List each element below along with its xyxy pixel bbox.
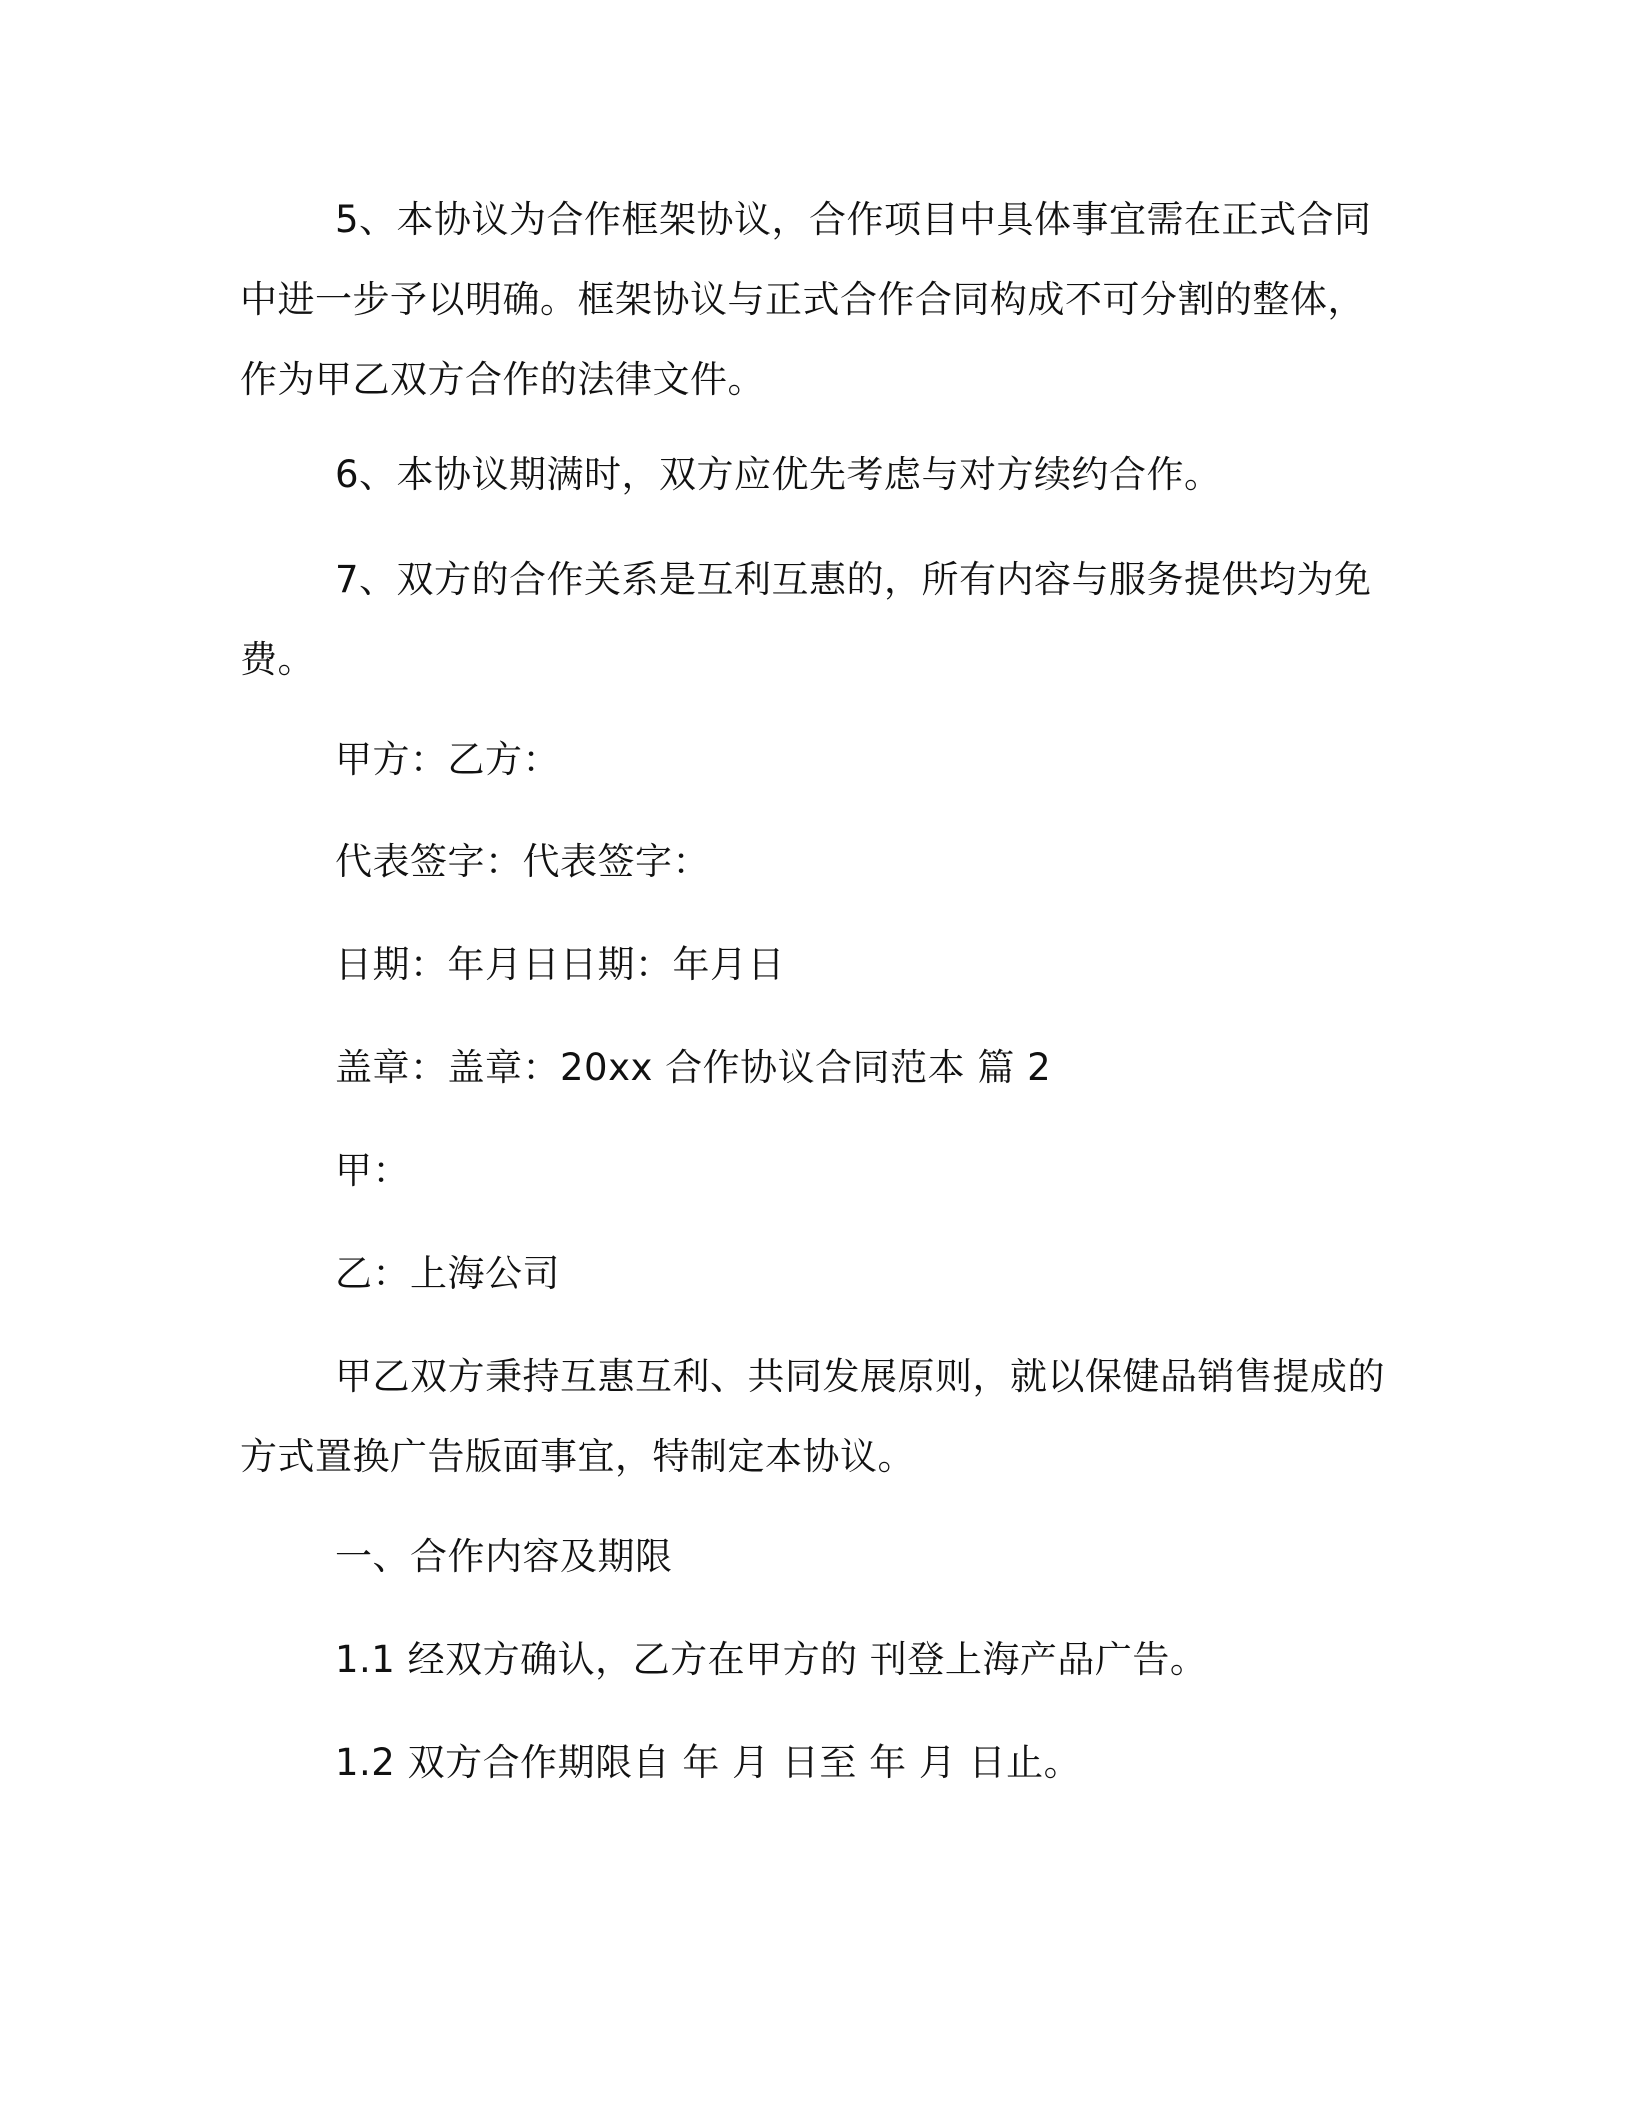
paragraph-line: 方式置换广告版面事宜，特制定本协议。	[240, 1435, 915, 1478]
paragraph-line: 中进一步予以明确。框架协议与正式合作合同构成不可分割的整体，	[240, 278, 1365, 321]
paragraph-line: 1.2 双方合作期限自 年 月 日至 年 月 日止。	[335, 1741, 1082, 1784]
signature-parties-line	[240, 720, 1390, 800]
paragraph-line: 乙：上海公司	[335, 1252, 560, 1295]
paragraph-clause-6	[240, 435, 1390, 515]
paragraph-line: 甲方：乙方：	[335, 738, 560, 781]
clause-1-1	[240, 1620, 1390, 1700]
paragraph-line: 代表签字：代表签字：	[335, 840, 710, 883]
paragraph-line: 1.1 经双方确认，乙方在甲方的 刊登上海产品广告。	[335, 1638, 1208, 1681]
paragraph-line: 一、合作内容及期限	[335, 1535, 673, 1578]
party-b-line	[240, 1234, 1390, 1314]
clause-1-2	[240, 1723, 1390, 1803]
paragraph-line: 日期：年月日日期：年月日	[335, 943, 785, 986]
paragraph-clause-5	[240, 180, 1390, 420]
paragraph-line: 盖章：盖章：20xx 合作协议合同范本 篇 2	[335, 1046, 1052, 1089]
signature-date-line	[240, 925, 1390, 1005]
paragraph-line: 7、双方的合作关系是互利互惠的，所有内容与服务提供均为免	[335, 558, 1372, 601]
agreement-intro-paragraph	[240, 1337, 1390, 1497]
seal-and-title-line	[240, 1028, 1390, 1108]
paragraph-line: 费。	[240, 638, 315, 681]
section-heading-cooperation	[240, 1517, 1390, 1597]
paragraph-line: 甲乙双方秉持互惠互利、共同发展原则，就以保健品销售提成的	[335, 1355, 1385, 1398]
paragraph-clause-7	[240, 540, 1390, 700]
party-a-line	[240, 1131, 1390, 1211]
signature-representative-line	[240, 822, 1390, 902]
paragraph-line: 6、本协议期满时，双方应优先考虑与对方续约合作。	[335, 453, 1222, 496]
paragraph-line: 作为甲乙双方合作的法律文件。	[240, 358, 765, 401]
paragraph-line: 甲：	[335, 1149, 410, 1192]
paragraph-line: 5、本协议为合作框架协议，合作项目中具体事宜需在正式合同	[335, 198, 1372, 241]
